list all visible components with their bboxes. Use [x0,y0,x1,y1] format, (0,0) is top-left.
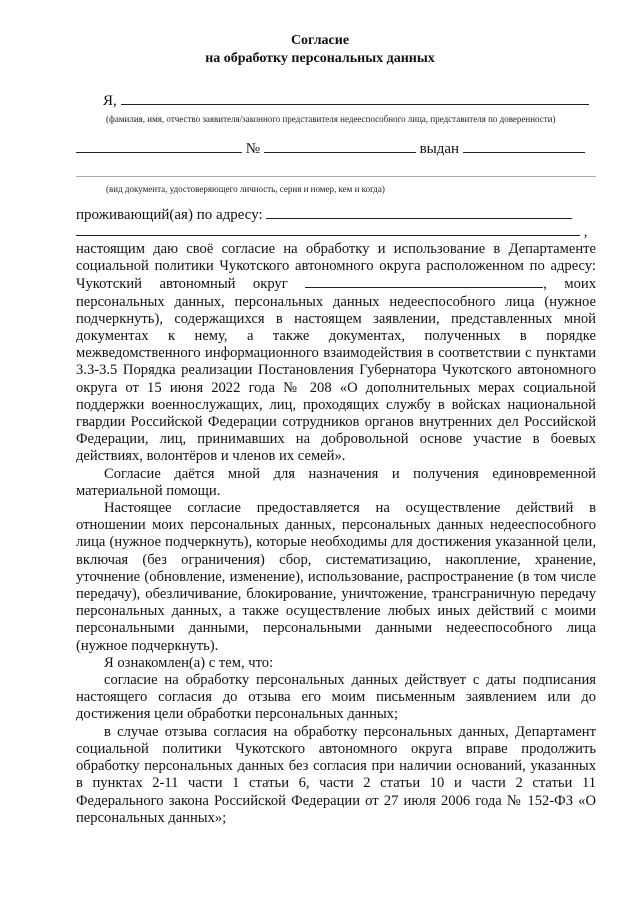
document-row [76,138,596,159]
paragraph-purpose: Согласие даётся мной для назначения и получения единовременной материальной помощи. [76,465,596,499]
name-hint: (фамилия, имя, отчество заявителя/законного представителя недееспособного лица, представителя по доверенности) [106,114,556,124]
address-field[interactable] [266,204,572,219]
region-address-field[interactable] [305,275,543,288]
consent-body [76,241,596,827]
document-number-field[interactable] [264,138,416,153]
issued-by-field[interactable] [463,138,585,153]
address-label: проживающий(ая) по адресу: [76,207,263,223]
document-hint: (вид документа, удостоверяющего личность, серия и номер, кем и когда) [106,184,385,194]
address-field-continued[interactable] [76,221,580,236]
paragraph-validity: согласие на обработку персональных данных действует с даты подписания настоящего согласия до отзыва его моим письменным заявлением или до достижения цели обработки персональных данных; [76,672,596,723]
document-title: Согласие [290,33,350,48]
issued-label: выдан [419,141,460,157]
paragraph-actions: Настоящее согласие предоставляется на осуществление действий в отношении моих персональных данных, персональных данных недееспособного лица (нужное подчеркнуть), которые необходимы для достижения указанной цели, включая (без ограничения) сбор, систематизацию, накопление, хранение, уточнение (обновление, изменение), использование, распространение (в том числе передачу), обезличивание, блокирование, уничтожение, трансграничную передачу персональных данных, а также осуществление любых иных действий с моими персональными данными, персональными данными недееспособного лица (нужное подчеркнуть). [76,500,596,654]
name-row [103,90,596,111]
address-end: , [583,224,588,240]
paragraph-withdrawal: в случае отзыва согласия на обработку персональных данных, Департамент социальной политики Чукотского автономного округа вправе продолжить обработку персональных данных без согласия при наличии оснований, указанных в пунктах 2-11 части 1 статьи 6, части 2 статьи 10 и части 2 статьи 11 Федерального закона Российской Федерации от 27 июля 2006 года № 152-ФЗ «О персональных данных»; [76,723,596,826]
number-sign: № [245,141,261,157]
name-field[interactable] [121,90,589,105]
document-subtitle: на обработку персональных данных [205,51,435,66]
document-type-field[interactable] [76,138,242,153]
paragraph-consent: настоящим даю своё согласие на обработку и использование в Департаменте социальной политики Чукотского автономного округа расположенном по адресу: Чукотский автономный округ , моих персональных данных, персональных данных недееспособного лица (нужное подчеркнуть), содержащихся в настоящем заявлении, представленных мной документах к нему, а также документах, полученных в порядке межведомственного информационного взаимодействия в соответствии с пунктами 3.3-3.5 Порядка реализации Постановления Губернатора Чукотского автономного округа от 15 июня 2022 года № 208 «О дополнительных мерах социальной поддержки военнослужащих, лиц, проходящих службу в войсках национальной гвардии Российской Федерации сотрудников органов внутренних дел Российской Федерации, лиц, принимавших на добровольной основе участие в боевых действиях, волонтёров и членов их семей». [76,241,597,465]
document-details-line[interactable] [76,176,596,177]
ya-label: Я, [103,93,117,109]
paragraph-acknowledgement: Я ознакомлен(а) с тем, что: [104,654,274,671]
address-row-2 [76,221,596,242]
